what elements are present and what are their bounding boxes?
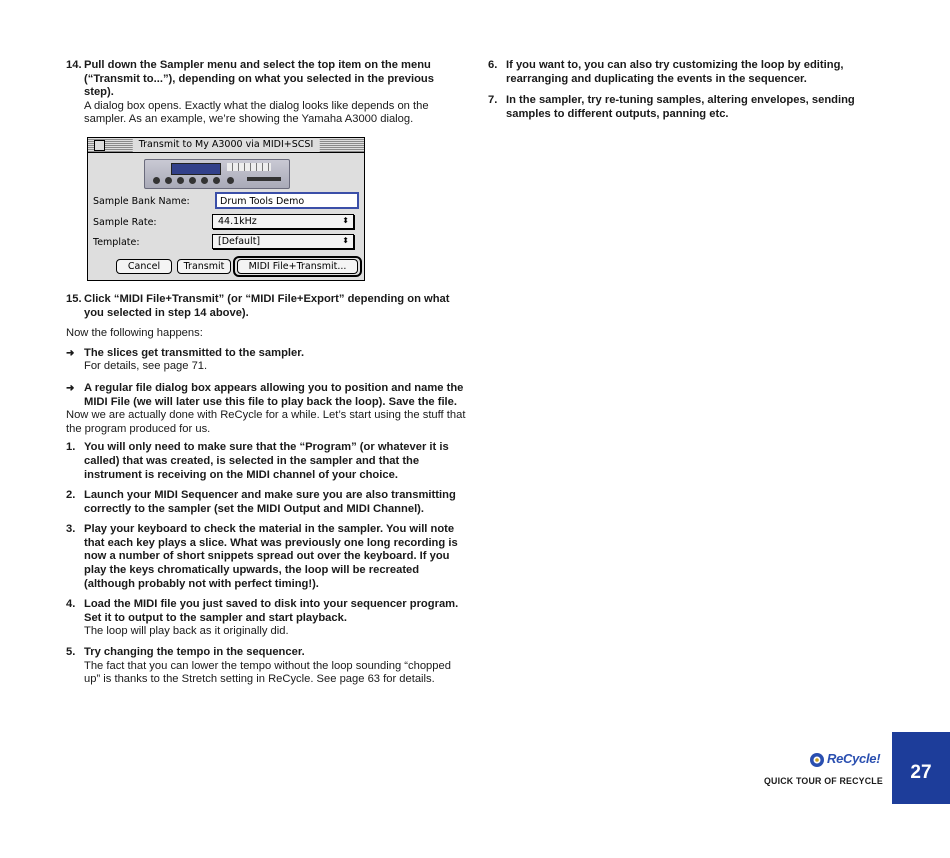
result-bold: A regular file dialog box appears allowing you to position and name the MIDI File (we will later use this file to play back the loop). Save the file. (84, 381, 464, 408)
step-instruction: Try changing the tempo in the sequencer. (84, 646, 305, 659)
device-knob (227, 177, 234, 184)
sampler-device-image (144, 159, 290, 189)
list-item (66, 646, 466, 687)
result-item (66, 382, 466, 409)
step-instruction: Launch your MIDI Sequencer and make sure you are also transmitting correctly to the sampler (set the MIDI Output and MIDI Channel). (84, 489, 456, 515)
sample-rate-label: Sample Rate: (93, 216, 157, 228)
sample-rate-popup[interactable] (212, 214, 354, 229)
step-note: A dialog box opens. Exactly what the dialog looks like depends on the sampler. As an example, we’re showing the Yamaha A3000 dialog. (84, 99, 429, 126)
numbered-list (66, 441, 466, 687)
logo-wordmark: ReCycle! (827, 751, 881, 766)
step-instruction: You will only need to make sure that the “Program” (or whatever it is called) that was created, is selected in the sampler and that the instrument is receiving on the MIDI channel of your choice. (84, 441, 449, 481)
device-buttons (227, 163, 271, 171)
following-paragraph: Now the following happens: (66, 327, 203, 340)
recycle-logo (809, 751, 889, 771)
right-column (488, 59, 888, 128)
arrow-icon: ➜ (66, 382, 75, 394)
list-item (66, 598, 466, 639)
dialog-titlebar[interactable] (88, 138, 364, 153)
step-number: 15. (66, 292, 82, 305)
step-note: The loop will play back as it originally did. (84, 625, 289, 638)
template-popup[interactable] (212, 234, 354, 249)
result-item (66, 347, 466, 374)
step-14 (66, 59, 466, 127)
device-knob (189, 177, 196, 184)
left-column (66, 59, 466, 694)
device-knob (153, 177, 160, 184)
step-number: 2. (66, 489, 76, 502)
step-number: 3. (66, 523, 76, 536)
step-instruction: If you want to, you can also try customizing the loop by editing, rearranging and duplicating the events in the sequencer. (506, 59, 844, 85)
step-number: 1. (66, 441, 76, 454)
template-label: Template: (93, 236, 140, 248)
transmit-button[interactable]: Transmit (177, 259, 231, 274)
step-15 (66, 293, 466, 320)
step-instruction: Play your keyboard to check the material in the sampler. You will note that each key plays a slice. What was previously one long recording is now a number of short snippets spread out over the keyboard. If you play the keys chromatically upwards, the loop will be recreated (although probably not with perfect timing!). (84, 523, 458, 590)
sample-bank-name-field[interactable]: Drum Tools Demo (215, 192, 359, 209)
template-value: [Default] (218, 235, 261, 247)
transmit-dialog-figure (87, 137, 365, 281)
step-instruction: Load the MIDI file you just saved to disk into your sequencer program. Set it to output to the sampler and start playback. (84, 598, 459, 624)
device-knob (165, 177, 172, 184)
step-instruction: Click “MIDI File+Transmit” (or “MIDI File+Export” depending on what you selected in step 14 above). (84, 292, 450, 319)
done-paragraph: Now we are actually done with ReCycle for a while. Let’s start using the stuff that the program produced for us. (66, 409, 466, 435)
step-number: 7. (488, 94, 498, 107)
step-number: 4. (66, 598, 76, 611)
midi-file-transmit-button[interactable]: MIDI File+Transmit... (237, 259, 358, 274)
step-number: 6. (488, 59, 498, 71)
result-note: For details, see page 71. (84, 360, 208, 373)
list-item (66, 489, 466, 516)
section-footer: QUICK TOUR OF RECYCLE (764, 776, 883, 786)
step-instruction: Pull down the Sampler menu and select the top item on the menu (“Transmit to...”), depending on what you selected in the previous step). (84, 59, 434, 99)
step-number: 14. (66, 59, 82, 71)
transmit-dialog (87, 137, 365, 281)
device-slot (247, 177, 281, 181)
sample-bank-name-label: Sample Bank Name: (93, 195, 190, 207)
page-number: 27 (892, 732, 950, 804)
device-knob (177, 177, 184, 184)
list-item (488, 59, 888, 86)
device-knob (213, 177, 220, 184)
step-instruction: In the sampler, try re-tuning samples, altering envelopes, sending samples to different outputs, panning etc. (506, 94, 855, 120)
popup-arrows-icon: ⬍ (342, 235, 349, 245)
device-lcd (171, 163, 221, 175)
popup-arrows-icon: ⬍ (342, 215, 349, 225)
result-bold: The slices get transmitted to the sampler. (84, 346, 305, 359)
cancel-button[interactable]: Cancel (116, 259, 172, 274)
recycle-logo-icon (809, 752, 825, 768)
arrow-icon: ➜ (66, 347, 75, 359)
list-item (66, 441, 466, 482)
dialog-title: Transmit to My A3000 via MIDI+SCSI (133, 138, 320, 152)
list-item (66, 523, 466, 591)
step-number: 5. (66, 646, 76, 659)
sample-rate-value: 44.1kHz (218, 215, 257, 227)
list-item (488, 94, 888, 121)
device-knob (201, 177, 208, 184)
step-note: The fact that you can lower the tempo without the loop sounding “chopped up” is thanks to the Stretch setting in ReCycle. See page 63 for details. (84, 659, 451, 686)
close-box-icon[interactable] (94, 140, 105, 151)
